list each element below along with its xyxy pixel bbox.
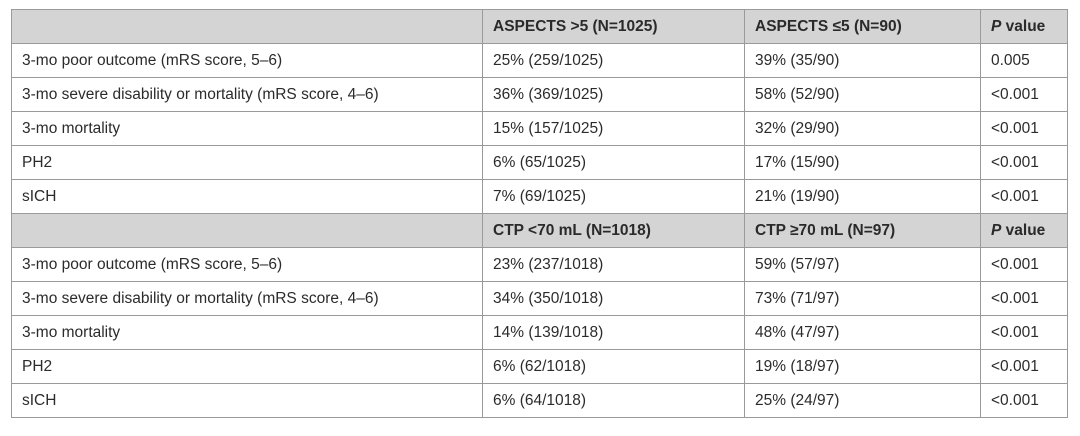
table-row bbox=[12, 78, 1068, 112]
group2-value: 73% (71/97) bbox=[745, 282, 981, 316]
header-p-value bbox=[981, 10, 1068, 44]
group2-value: 39% (35/90) bbox=[745, 44, 981, 78]
p-value-word: value bbox=[1001, 221, 1046, 239]
row-label: 3-mo poor outcome (mRS score, 5–6) bbox=[12, 44, 483, 78]
p-value: <0.001 bbox=[981, 282, 1068, 316]
row-label: sICH bbox=[12, 384, 483, 418]
header-row-ctp bbox=[12, 214, 1068, 248]
group1-value: 7% (69/1025) bbox=[483, 180, 745, 214]
group1-value: 6% (65/1025) bbox=[483, 146, 745, 180]
header-row-aspects bbox=[12, 10, 1068, 44]
row-label: 3-mo severe disability or mortality (mRS score, 4–6) bbox=[12, 282, 483, 316]
p-letter: P bbox=[991, 17, 1002, 35]
row-label: sICH bbox=[12, 180, 483, 214]
p-value: <0.001 bbox=[981, 180, 1068, 214]
group2-value: 58% (52/90) bbox=[745, 78, 981, 112]
p-value-word: value bbox=[1001, 17, 1046, 35]
row-label: PH2 bbox=[12, 146, 483, 180]
header-p-value bbox=[981, 214, 1068, 248]
group1-value: 36% (369/1025) bbox=[483, 78, 745, 112]
p-value: <0.001 bbox=[981, 384, 1068, 418]
p-value: 0.005 bbox=[981, 44, 1068, 78]
row-label: 3-mo mortality bbox=[12, 112, 483, 146]
group1-value: 23% (237/1018) bbox=[483, 248, 745, 282]
p-value: <0.001 bbox=[981, 248, 1068, 282]
group1-value: 25% (259/1025) bbox=[483, 44, 745, 78]
row-label: 3-mo poor outcome (mRS score, 5–6) bbox=[12, 248, 483, 282]
group2-value: 19% (18/97) bbox=[745, 350, 981, 384]
table-row bbox=[12, 384, 1068, 418]
table-row bbox=[12, 316, 1068, 350]
group2-value: 32% (29/90) bbox=[745, 112, 981, 146]
group1-value: 15% (157/1025) bbox=[483, 112, 745, 146]
header-ctp-low: CTP <70 mL (N=1018) bbox=[483, 214, 745, 248]
outcomes-table bbox=[11, 9, 1068, 418]
group2-value: 25% (24/97) bbox=[745, 384, 981, 418]
p-letter: P bbox=[991, 221, 1002, 239]
header-empty-cell bbox=[12, 10, 483, 44]
p-value: <0.001 bbox=[981, 78, 1068, 112]
table-row bbox=[12, 146, 1068, 180]
p-value: <0.001 bbox=[981, 112, 1068, 146]
header-aspects-low: ASPECTS ≤5 (N=90) bbox=[745, 10, 981, 44]
header-aspects-high: ASPECTS >5 (N=1025) bbox=[483, 10, 745, 44]
p-value: <0.001 bbox=[981, 350, 1068, 384]
table-row bbox=[12, 350, 1068, 384]
table-row bbox=[12, 282, 1068, 316]
group2-value: 59% (57/97) bbox=[745, 248, 981, 282]
p-value: <0.001 bbox=[981, 316, 1068, 350]
table-row bbox=[12, 112, 1068, 146]
group1-value: 6% (62/1018) bbox=[483, 350, 745, 384]
group1-value: 34% (350/1018) bbox=[483, 282, 745, 316]
group2-value: 21% (19/90) bbox=[745, 180, 981, 214]
row-label: PH2 bbox=[12, 350, 483, 384]
header-ctp-high: CTP ≥70 mL (N=97) bbox=[745, 214, 981, 248]
row-label: 3-mo mortality bbox=[12, 316, 483, 350]
table-row bbox=[12, 248, 1068, 282]
group1-value: 6% (64/1018) bbox=[483, 384, 745, 418]
group1-value: 14% (139/1018) bbox=[483, 316, 745, 350]
table-row bbox=[12, 44, 1068, 78]
header-empty-cell bbox=[12, 214, 483, 248]
table-row bbox=[12, 180, 1068, 214]
group2-value: 48% (47/97) bbox=[745, 316, 981, 350]
group2-value: 17% (15/90) bbox=[745, 146, 981, 180]
p-value: <0.001 bbox=[981, 146, 1068, 180]
row-label: 3-mo severe disability or mortality (mRS score, 4–6) bbox=[12, 78, 483, 112]
